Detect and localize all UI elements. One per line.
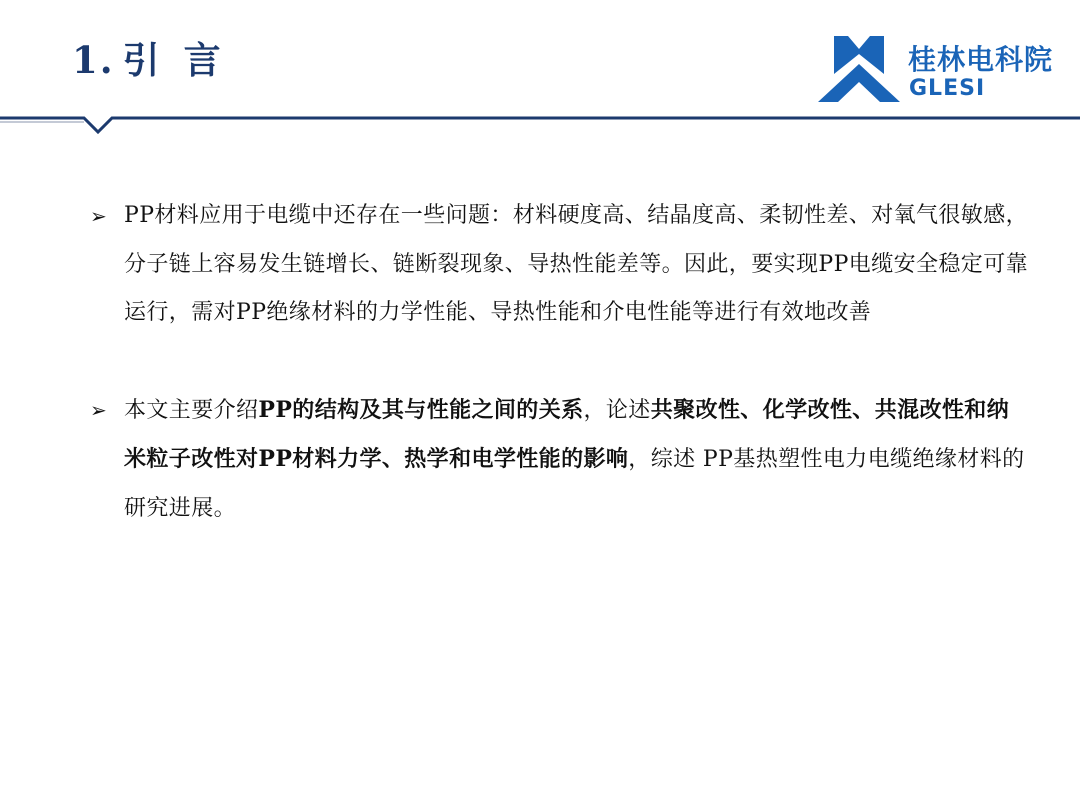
bullet-text-segment: 本文主要介绍 (124, 397, 259, 423)
bullet-text-segment: ，综述 PP基热塑性电力电缆绝缘材料的研究进展。 (124, 447, 1025, 521)
arrow-bullet-icon: ➢ (90, 397, 108, 422)
bullet-text: PP材料应用于电缆中还存在一些问题：材料硬度高、结晶度高、柔韧性差、对氧气很敏感，分子链上容易发生链增长、链断裂现象、导热性能差等。因此，要实现PP电缆安全稳定可靠运行，需对PP绝缘材料的力学性能、导热性能和介电性能等进行有效地改善 (124, 203, 1029, 325)
bullet-item-1 (88, 192, 1028, 338)
bullet-text-segment: ，论述 (583, 397, 651, 423)
header-divider (0, 105, 1080, 145)
bullet-text-bold: 共聚改性、化学改性、共混改性和纳米粒子改性对PP材料力学、热学和电学性能的影响 (124, 396, 1010, 472)
glesi-logo (818, 36, 1058, 106)
arrow-bullet-icon: ➢ (90, 204, 108, 228)
logo-name-en: GLESI (909, 76, 986, 101)
title-number: 1. (72, 38, 115, 82)
title-char-1: 引 (122, 38, 162, 82)
bullet-text-bold: PP的结构及其与性能之间的关系 (258, 396, 584, 423)
bullet-list (88, 192, 1028, 533)
title-char-2: 言 (183, 38, 223, 82)
mountain-logo-icon (818, 36, 900, 102)
logo-name-cn: 桂林电科院 (908, 43, 1054, 76)
page-title (72, 38, 223, 82)
bullet-item-2 (88, 386, 1028, 534)
